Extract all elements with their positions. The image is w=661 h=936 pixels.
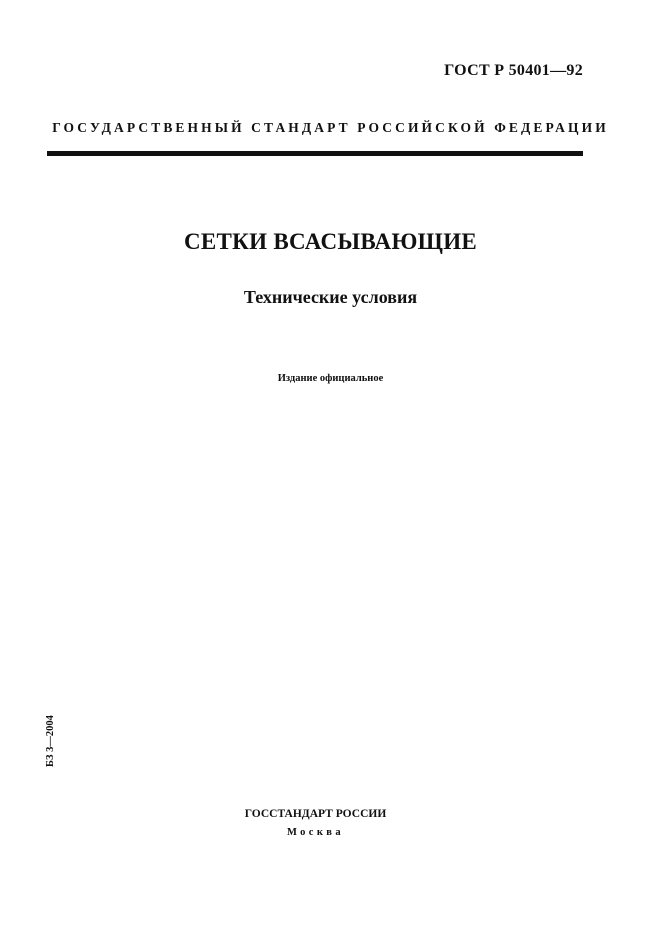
side-publication-code: БЗ 3—2004	[45, 715, 56, 767]
edition-note: Издание официальное	[277, 373, 384, 384]
header-divider	[47, 151, 583, 156]
document-title: СЕТКИ ВСАСЫВАЮЩИЕ	[183, 229, 478, 254]
document-number: ГОСТ Р 50401—92	[444, 62, 583, 79]
document-subtitle: Технические условия	[243, 287, 418, 307]
publisher-name: ГОССТАНДАРТ РОССИИ	[244, 808, 387, 820]
publication-city: Москва	[286, 827, 345, 838]
state-standard-heading: ГОСУДАРСТВЕННЫЙ СТАНДАРТ РОССИЙСКОЙ ФЕДЕРАЦИИ	[52, 120, 609, 135]
